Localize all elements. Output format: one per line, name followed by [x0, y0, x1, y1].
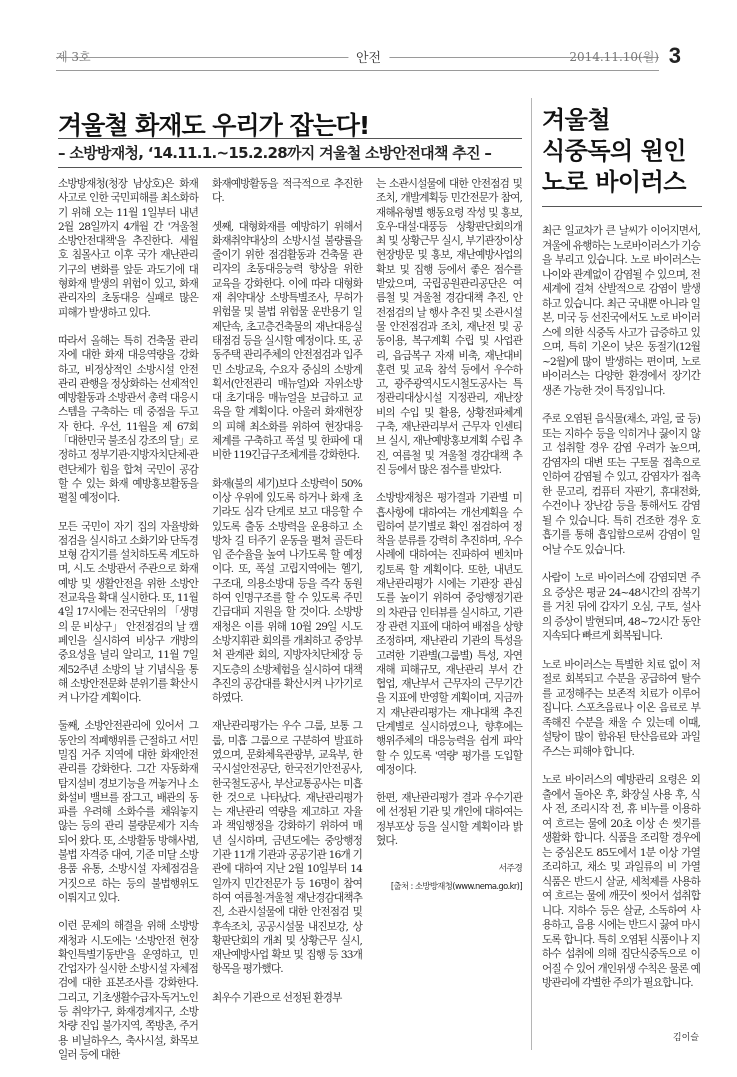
article-column-2 [212, 177, 362, 1050]
page-header [56, 44, 681, 72]
sidebar-title-line: 식중독의 원인 [542, 137, 686, 165]
issue-number: 제 3호 [56, 50, 91, 64]
article-paragraph: 둘째, 소방안전관리에 있어서 그동안의 적폐행위를 근절하고 서민 밀집 거주 지역에 대한 화재안전관리를 강화한다. 그간 자동화재탐지설비 경보기능을 꺼놓거나 소화설비 밸브를 잠그고, 배관의 동파를 우려해 소화수를 채워놓지 않는 등의 관리 불량문제가 지속되어 왔다. 또, 소방활동 방해사범, 불법 자격증 대여, 기준 미달 소방용품 유통, 소방시설 자체점검을 거짓으로 하는 등의 불법행위도 이뤄지고 있다. [58, 720, 198, 904]
sidebar-paragraph: 노로 바이러스의 예방관리 요령은 외출에서 돌아온 후, 화장실 사용 후, 식사 전, 조리시작 전, 휴 비누를 이용하여 흐르는 물에 20초 이상 손 씻기를 생활화 합니다. 식품을 조리할 경우에는 중심온도 85도에서 1분 이상 가열 조리하고, 채소 및 과일류의 비 가열 식품은 반드시 살균, 세척제를 사용하여 흐르는 물에 깨끗이 씻어서 섭취합니다. 지하수 등은 살균, 소독하여 사용하고, 음용 시에는 반드시 끓여 마시도록 합니다. 특히 오염된 식품이나 지하수 섭취에 의해 집단식중독으로 이어질 수 있어 개인위생 수칙은 물론 예방관리에 각별한 주의가 필요합니다. [542, 774, 700, 989]
article-column-3 [376, 177, 522, 1050]
page-number: 3 [668, 43, 681, 68]
article-signature: 서주경 [498, 864, 522, 875]
sidebar-paragraph: 주로 오염된 음식물(채소, 과일, 굴 등) 또는 지하수 등을 익히거나 끓이지 않고 섭취할 경우 감염 우려가 높으며, 감염자의 대변 또는 구토물 접촉으로 인하여 감염될 수 있고, 감염자가 접촉한 문고리, 컴퓨터 자판기, 휴대전화, 수건이나 장난감 등을 통해서도 감염될 수 있습니다. 특히 건조한 경우 호흡기를 통해 흡입함으로써 감염이 일어날 수도 있습니다. [542, 413, 700, 556]
headline-rule [58, 138, 522, 139]
sidebar-paragraph: 최근 일교차가 큰 날씨가 이어지면서, 겨울에 유행하는 노로바이러스가 기승을 부리고 있습니다. 노로 바이러스는 나이와 관계없이 감염될 수 있으며, 전세계에 걸쳐 산발적으로 감염이 발생하고 있습니다. 최근 국내뿐 아니라 일본, 미국 등 선진국에서도 노로 바이러스에 의한 식중독 사고가 급증하고 있으며, 특히 기온이 낮은 동절기(12월~2월)에 많이 발생하는 편이며, 노로 바이러스는 다양한 환경에서 장기간 생존 가능한 것이 특징입니다. [542, 225, 700, 397]
article-paragraph: 한편, 재난관리평가 결과 우수기관에 선정된 기관 및 개인에 대하여는 정부포상 등을 실시할 계획이라 밝혔다. [376, 792, 522, 848]
article-paragraph: 화재(불의 세기)보다 소방력이 50%이상 우위에 있도록 하거나 화재 초기라도 심각 단계로 보고 대응할 수 있도록 출동 소방력을 운용하고 소방차 길 터주기 운동을 펼쳐 골든타임 준수율을 높여 나가도록 할 예정이다. 또, 폭설 고립지역에는 헬기, 구조대, 의용소방대 등을 즉각 동원하여 인명구조를 할 수 있도록 주민긴급대피 지원을 할 것이다. 소방방재청은 이를 위해 10월 29일 시.도 소방지휘관 회의를 개최하고 중앙부처 관계관 회의, 지방자치단체장 등 지도층의 소방체험을 실시하여 대책추진의 공감대를 확산시켜 나가기로 하였다. [212, 477, 362, 705]
section-title: 안전 [348, 47, 389, 66]
article-paragraph: 재난관리평가는 우수 그룹, 보통 그룹, 미흡 그룹으로 구분하여 발표하였으며, 문화체육관광부, 교육부, 한국시설안전공단, 한국전기안전공사, 한국철도공사, 부산교통공사는 미흡한 것으로 나타났다. 재난관리평가는 재난관리 역량을 제고하고 자율과 책임행정을 강화하기 위하여 매년 실시하며, 금년도에는 중앙행정기관 11개 기관과 공공기관 16개 기관에 대하여 지난 2월 10일부터 14일까지 민간전문가 등 16명이 참여하여 여름철·겨울철 재난경감대책추진, 소관시설물에 대한 안전점검 및 후속조치, 공공시설물 내진보강, 상황판단회의 개최 및 상황근무 실시, 재난예방사업 확보 및 집행 등 33개 항목을 평가했다. [212, 720, 362, 976]
article-paragraph: 소방방재청(청장 남상호)은 화재 사고로 인한 국민피해를 최소화하기 위해 오는 11월 1일부터 내년 2월 28일까지 4개월 간 '겨울철 소방안전대책'을 추진한다. 세월호 침몰사고 이후 국가 재난관리기구의 변화를 앞둔 과도기에 대형화재 발생의 위험이 있고, 화재 관리자의 초동대응 실패로 많은 피해가 발생하고 있다. [58, 178, 198, 319]
article-column-1 [58, 177, 198, 1061]
article-paragraph: 소방방재청은 평가결과 기관별 미흡사항에 대하여는 개선계획을 수립하여 분기별로 확인 점검하여 정착을 분류를 강력히 추진하며, 우수 사례에 대하여는 진파하여 벤치마킹토록 할 계획이다. 또한, 내년도 재난관리평가 시에는 기관장 관심도를 높이기 위하여 중앙행정기관의 차관급 인터뷰를 실시하고, 기관장 관련 지표에 대하여 배점을 상향 조정하며, 재난관리 기관의 특성을 고려한 기관별(그룹별) 특성, 자연재해 피해규모, 재난관리 부서 간 협업, 재난부서 근무자의 근무기간을 지표에 반영할 계획이며, 지금까지 재난관리평가는 재나대책 추진 단계별로 실시하였으나, 향후에는 행위주체의 대응능력을 쉽게 파악할 수 있도록 '역량' 평가를 도입할 예정이다. [376, 492, 522, 776]
header-rule-bottom [56, 70, 659, 71]
article-subheadline: – 소방방재청, ‘14.11.1.~15.2.28까지 겨울철 소방안전대책 추진 – [58, 144, 492, 162]
subheadline-rule [58, 167, 522, 168]
sidebar-title [542, 105, 702, 198]
sidebar-author: 김이슬 [672, 1033, 699, 1043]
article-paragraph: 최우수 기관으로 선정된 환경부 [212, 991, 342, 1004]
article-headline: 겨울철 화재도 우리가 잡는다! [58, 111, 370, 140]
sidebar-body [542, 224, 700, 1040]
article-paragraph: 모든 국민이 자기 집의 자율방화점검을 실시하고 소화기와 단독경보형 감지기를 설치하도록 계도하며, 시.도 소방관서 주관으로 화재예방 및 생활안전을 위한 소방안전교육을 확대 실시한다. 또, 11월 4일 17시에는 전국단위의 「생명의 문 비상구」 안전점검의 날 캠페인을 실시하여 비상구 개방의 중요성을 널리 알리고, 11월 7일 제52주년 소방의 날 기념식을 통해 소방안전문화 분위기를 확산시켜 나가갈 계획이다. [58, 520, 198, 705]
article-paragraph: 이런 문제의 해결을 위해 소방방재청과 시.도에는 '소방안전 현장확인특별기동반'을 운영하고, 민간업자가 실시한 소방시설 자체점검에 대한 표본조사를 강화한다. 그리고, 기초생활수급자·독거노인 등 취약가구, 화재경계지구, 소방차량 진입 불가지역, 쪽방촌, 주거용 비닐하우스, 축사시설, 화목보일러 등에 대한 [58, 920, 198, 1061]
sidebar-paragraph: 노로 바이러스는 특별한 치료 없이 저절로 회복되고 수분을 공급하여 탈수를 교정해주는 보존적 치료가 이루어집니다. 스포츠음료나 이온 음료로 부족해진 수분을 채울 수 있는데 이때, 설탕이 많이 함유된 탄산음료와 과일주스는 피해야 합니다. [542, 658, 700, 758]
sidebar-title-rule [542, 206, 702, 207]
article-paragraph: 는 소관시설물에 대한 안전점검 및 조치, 개발계획등 민간전문가 참여, 재해유형별 행동요령 작성 및 홍보, 호우·대설·대풍등 상황판단회의개최 및 상황근무 실시, 부기관장이상 현장방문 및 홍보, 재난예방사업의 확보 및 집행 등에서 좋은 점수를 받았으며, 국립공원관리공단은 여름철 및 겨울철 경감대책 추진, 안전점검의 날 행사 추진 및 소관시설물 안전점검과 조치, 재난전 및 공동이용, 복구계획 수립 및 사업관리, 읍급복구 자재 비축, 재난대비 훈련 및 교육 참석 등에서 우수하고, 광주광역시도시철도공사는 특정관리대상시설 지정관리, 재난장비의 수입 및 활용, 상황전파체계 구축, 재난관리부서 근무자 인센티브 실시, 재난예방홍보계획 수립 추진, 여름철 및 겨울철 경감대책 추진 등에서 많은 점수를 받았다. [376, 178, 522, 476]
article-paragraph: 셋째, 대형화재를 예방하기 위해서 화재취약대상의 소방시설 불량률을 줄이기 위한 점검활동과 건축물 관리자의 초동대응능력 향상을 위한 교육을 강화한다. 이에 따라 대형화재 취약대상 소방특별조사, 무허가 위험물 및 불법 위험물 운반용기 일제단속, 초고층건축물의 재난대응실태점검 등을 실시할 예정이다. 또, 공동주택 관리주체의 안전점검과 입주민 소방교육, 수요자 중심의 소방계획서(안전관리 매뉴얼)와 자위소방대 초기대응 매뉴얼을 보급하고 교육을 할 계획이다. 아울러 화재현장의 피해 최소화를 위하여 현장대응체계를 구축하고 폭설 및 한파에 대비한 119긴급구조체계를 강화한다. [212, 220, 362, 462]
sidebar-title-line: 겨울철 [542, 106, 611, 134]
issue-date: 2014.11.10(월) [569, 50, 659, 64]
article-source: [출처 : 소방방재청(www.nema.go.kr)] [390, 880, 522, 891]
sidebar-paragraph: 사람이 노로 바이러스에 감염되면 주요 증상은 평균 24~48시간의 잠복기를 거친 뒤에 갑자기 오심, 구토, 설사의 증상이 발현되며, 48~72시간 동안 지속되다 빠르게 회복됩니다. [542, 572, 700, 642]
sidebar-title-line: 노로 바이러스 [542, 168, 686, 196]
sidebar-divider [531, 98, 532, 1050]
article-paragraph: 화재예방활동을 적극적으로 추진한다. [212, 178, 362, 205]
article-paragraph: 따라서 올해는 특히 건축물 관리자에 대한 화재 대응역량을 강화하고, 비정상적인 소방시설 안전관리 관행을 정상화하는 선제적인 예방활동과 소방관서 총력 대응시스템을 구축하는 데 중점을 두고자 한다. 우선, 11월을 제 67회 「대한민국 불조심 강조의 달」로 정하고 정부기관·지방자치단체·관련단체가 힘을 합쳐 국민이 공감할 수 있는 화재 예방홍보활동을 펼칠 예정이다. [58, 334, 198, 505]
